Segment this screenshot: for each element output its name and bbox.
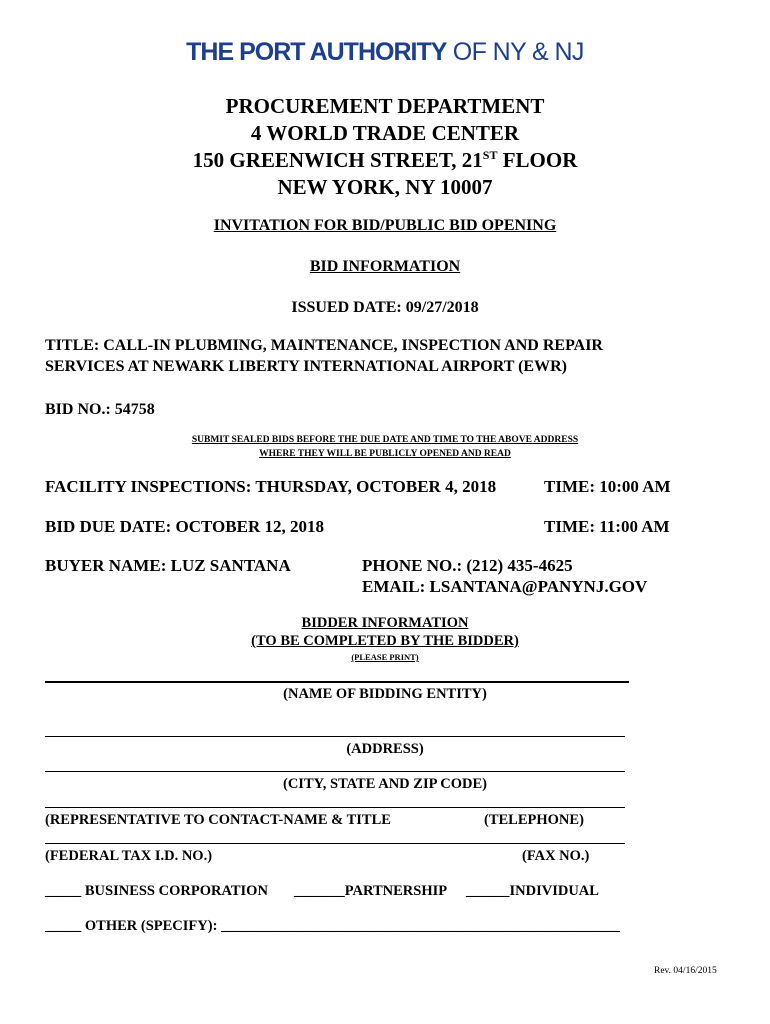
buyer-email: EMAIL: LSANTANA@PANYNJ.GOV [362, 577, 648, 596]
address-line[interactable] [45, 736, 625, 737]
partnership-option[interactable]: _______PARTNERSHIP [294, 883, 448, 899]
bid-title-line-1: TITLE: CALL-IN PLUBMING, MAINTENANCE, INSPECTION AND REPAIR [45, 337, 603, 354]
city-state-zip-line[interactable] [45, 771, 625, 772]
department-name: PROCUREMENT DEPARTMENT [225, 94, 545, 118]
city-state-zip-label: (CITY, STATE AND ZIP CODE) [283, 776, 487, 792]
federal-tax-id-label: (FEDERAL TAX I.D. NO.) [45, 848, 213, 864]
bid-due-date: BID DUE DATE: OCTOBER 12, 2018 [45, 517, 324, 536]
street-address [0, 147, 770, 174]
address-label: (ADDRESS) [346, 741, 424, 757]
logo-strong-text: THE PORT AUTHORITY [186, 38, 447, 66]
floor-ordinal-suffix: ST [482, 148, 498, 162]
fax-label: (FAX NO.) [522, 848, 590, 864]
invitation-heading: INVITATION FOR BID/PUBLIC BID OPENING [213, 217, 557, 234]
other-specify-option[interactable]: _____ OTHER (SPECIFY): _______________________________________________________ [45, 918, 620, 934]
bid-title-line-2: SERVICES AT NEWARK LIBERTY INTERNATIONAL AIRPORT (EWR) [45, 358, 567, 375]
representative-telephone-line[interactable] [45, 807, 625, 808]
business-corporation-option[interactable]: _____ BUSINESS CORPORATION [45, 883, 268, 899]
street-address-main: 150 GREENWICH STREET, 21 [192, 148, 483, 172]
buyer-phone: PHONE NO.: (212) 435-4625 [362, 556, 573, 575]
individual-option[interactable]: ______INDIVIDUAL [466, 883, 599, 899]
bid-number: BID NO.: 54758 [45, 401, 155, 418]
telephone-label: (TELEPHONE) [484, 812, 584, 828]
street-address-floor: FLOOR [497, 148, 578, 172]
please-print-note: (PLEASE PRINT) [351, 652, 419, 662]
facility-inspection-time: TIME: 10:00 AM [544, 477, 671, 496]
bid-information-heading: BID INFORMATION [309, 258, 461, 275]
tax-id-fax-line[interactable] [45, 843, 625, 844]
revision-date: Rev. 04/16/2015 [654, 966, 717, 976]
logo-light-text: OF NY & NJ [452, 38, 584, 66]
building-name: 4 WORLD TRADE CENTER [250, 121, 520, 145]
issued-date: ISSUED DATE: 09/27/2018 [291, 299, 479, 316]
city-state-zip: NEW YORK, NY 10007 [277, 175, 493, 199]
port-authority-logo [0, 38, 770, 67]
bid-due-time: TIME: 11:00 AM [544, 517, 670, 536]
bidder-information-heading: BIDDER INFORMATION [301, 615, 469, 631]
bidding-entity-name-label: (NAME OF BIDDING ENTITY) [283, 686, 487, 702]
bidder-information-subheading: (TO BE COMPLETED BY THE BIDDER) [251, 633, 519, 649]
facility-inspections: FACILITY INSPECTIONS: THURSDAY, OCTOBER 4, 2018 [45, 477, 497, 496]
bidding-entity-name-line[interactable] [45, 681, 629, 683]
buyer-name: BUYER NAME: LUZ SANTANA [45, 556, 291, 575]
submit-instructions-line-1: SUBMIT SEALED BIDS BEFORE THE DUE DATE AND TIME TO THE ABOVE ADDRESS [191, 435, 579, 445]
submit-instructions-line-2: WHERE THEY WILL BE PUBLICLY OPENED AND READ [259, 449, 511, 459]
representative-label: (REPRESENTATIVE TO CONTACT-NAME & TITLE [45, 812, 391, 828]
